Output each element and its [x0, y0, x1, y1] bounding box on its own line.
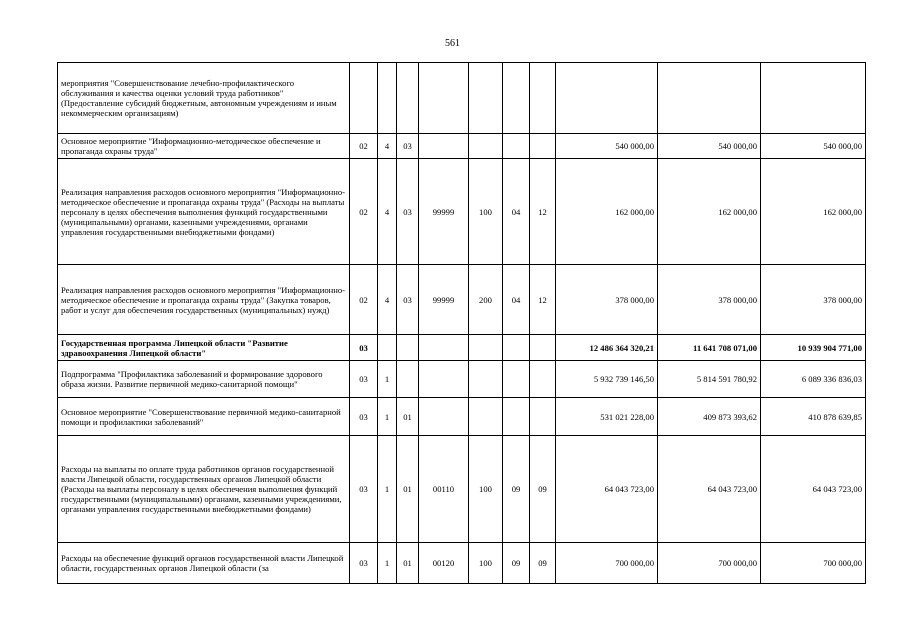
row-name-cell: Реализация направления расходов основного мероприятия "Информационно-методическое обеспечение и пропаганда охраны труда" (Расходы на выплаты персоналу в целях обеспечения выполнения функций государственными (муниципальными) органами, казенными учреждениями, органами управления государственными внебюджетными фондами) — [58, 159, 350, 265]
program-code-cell: 03 — [350, 398, 378, 436]
row-name-cell: Расходы на обеспечение функций органов государственной власти Липецкой области, государственных органов Липецкой области (за — [58, 543, 350, 584]
amount-year-1-cell — [556, 63, 658, 134]
amount-year-1-cell: 12 486 364 320,21 — [556, 335, 658, 361]
amount-year-1-cell: 700 000,00 — [556, 543, 658, 584]
subsection-cell — [530, 134, 556, 159]
program-code-cell: 03 — [350, 335, 378, 361]
subprogram-code-cell: 4 — [378, 134, 397, 159]
direction-code-cell — [419, 335, 469, 361]
table-row — [58, 398, 866, 436]
table-body — [58, 63, 866, 584]
expense-type-cell: 100 — [469, 436, 503, 543]
direction-code-cell: 99999 — [419, 265, 469, 335]
amount-year-2-cell: 700 000,00 — [658, 543, 761, 584]
amount-year-2-cell — [658, 63, 761, 134]
amount-year-3-cell — [761, 63, 866, 134]
direction-code-cell — [419, 361, 469, 398]
event-code-cell: 01 — [397, 398, 419, 436]
row-name-cell: Основное мероприятие "Информационно-методическое обеспечение и пропаганда охраны труда" — [58, 134, 350, 159]
subprogram-code-cell: 1 — [378, 361, 397, 398]
program-code-cell: 02 — [350, 159, 378, 265]
row-name-cell: Подпрограмма "Профилактика заболеваний и формирование здорового образа жизни. Развитие первичной медико-санитарной помощи" — [58, 361, 350, 398]
amount-year-1-cell: 531 021 228,00 — [556, 398, 658, 436]
subprogram-code-cell: 1 — [378, 543, 397, 584]
event-code-cell — [397, 361, 419, 398]
table-row — [58, 63, 866, 134]
direction-code-cell: 00110 — [419, 436, 469, 543]
row-name-cell: Основное мероприятие "Совершенствование первичной медико-санитарной помощи и профилактики заболеваний" — [58, 398, 350, 436]
table-row — [58, 436, 866, 543]
amount-year-1-cell: 5 932 739 146,50 — [556, 361, 658, 398]
amount-year-3-cell: 64 043 723,00 — [761, 436, 866, 543]
event-code-cell: 03 — [397, 134, 419, 159]
amount-year-3-cell: 6 089 336 836,03 — [761, 361, 866, 398]
subsection-cell — [530, 335, 556, 361]
section-cell: 04 — [503, 159, 530, 265]
expense-type-cell — [469, 335, 503, 361]
direction-code-cell — [419, 134, 469, 159]
expense-type-cell — [469, 134, 503, 159]
section-cell: 09 — [503, 436, 530, 543]
section-cell: 04 — [503, 265, 530, 335]
direction-code-cell: 99999 — [419, 159, 469, 265]
amount-year-2-cell: 11 641 708 071,00 — [658, 335, 761, 361]
section-cell — [503, 63, 530, 134]
subsection-cell — [530, 63, 556, 134]
subprogram-code-cell: 4 — [378, 265, 397, 335]
amount-year-1-cell: 162 000,00 — [556, 159, 658, 265]
amount-year-2-cell: 64 043 723,00 — [658, 436, 761, 543]
expense-type-cell: 100 — [469, 543, 503, 584]
subsection-cell — [530, 398, 556, 436]
subprogram-code-cell: 4 — [378, 159, 397, 265]
event-code-cell: 01 — [397, 543, 419, 584]
subprogram-code-cell — [378, 335, 397, 361]
subprogram-code-cell: 1 — [378, 436, 397, 543]
section-cell — [503, 134, 530, 159]
amount-year-1-cell: 64 043 723,00 — [556, 436, 658, 543]
program-code-cell: 03 — [350, 436, 378, 543]
expense-type-cell — [469, 398, 503, 436]
expense-type-cell: 200 — [469, 265, 503, 335]
event-code-cell — [397, 63, 419, 134]
direction-code-cell — [419, 398, 469, 436]
amount-year-2-cell: 540 000,00 — [658, 134, 761, 159]
program-code-cell: 03 — [350, 543, 378, 584]
subsection-cell: 12 — [530, 265, 556, 335]
table-row — [58, 361, 866, 398]
subsection-cell — [530, 361, 556, 398]
expense-type-cell — [469, 361, 503, 398]
direction-code-cell: 00120 — [419, 543, 469, 584]
amount-year-2-cell: 378 000,00 — [658, 265, 761, 335]
event-code-cell: 03 — [397, 159, 419, 265]
table-row — [58, 335, 866, 361]
event-code-cell: 03 — [397, 265, 419, 335]
table-row — [58, 265, 866, 335]
amount-year-1-cell: 378 000,00 — [556, 265, 658, 335]
row-name-cell: Реализация направления расходов основного мероприятия "Информационно-методическое обеспечение и пропаганда охраны труда" (Закупка товаров, работ и услуг для обеспечения государственных (муниципальных) нужд) — [58, 265, 350, 335]
amount-year-3-cell: 410 878 639,85 — [761, 398, 866, 436]
amount-year-2-cell: 162 000,00 — [658, 159, 761, 265]
section-cell — [503, 398, 530, 436]
expense-type-cell — [469, 63, 503, 134]
table-row — [58, 159, 866, 265]
table-row — [58, 134, 866, 159]
program-code-cell: 02 — [350, 134, 378, 159]
subprogram-code-cell — [378, 63, 397, 134]
subsection-cell: 09 — [530, 543, 556, 584]
budget-table — [57, 62, 866, 584]
subsection-cell: 09 — [530, 436, 556, 543]
amount-year-2-cell: 409 873 393,62 — [658, 398, 761, 436]
event-code-cell: 01 — [397, 436, 419, 543]
row-name-cell: Расходы на выплаты по оплате труда работников органов государственной власти Липецкой области, государственных органов Липецкой области (Расходы на выплаты персоналу в целях обеспечения выполнения функций государственными (муниципальными) органами, казенными учреждениями, органами управления государственными внебюджетными фондами) — [58, 436, 350, 543]
amount-year-3-cell: 540 000,00 — [761, 134, 866, 159]
amount-year-2-cell: 5 814 591 780,92 — [658, 361, 761, 398]
program-code-cell: 03 — [350, 361, 378, 398]
amount-year-3-cell: 10 939 904 771,00 — [761, 335, 866, 361]
row-name-cell: мероприятия "Совершенствование лечебно-профилактического обслуживания и качества оценки условий труда работников" (Предоставление субсидий бюджетным, автономным учреждениям и иным некоммерческим организациям) — [58, 63, 350, 134]
direction-code-cell — [419, 63, 469, 134]
event-code-cell — [397, 335, 419, 361]
subsection-cell: 12 — [530, 159, 556, 265]
amount-year-3-cell: 162 000,00 — [761, 159, 866, 265]
amount-year-3-cell: 700 000,00 — [761, 543, 866, 584]
section-cell: 09 — [503, 543, 530, 584]
section-cell — [503, 361, 530, 398]
amount-year-1-cell: 540 000,00 — [556, 134, 658, 159]
page-number: 561 — [445, 38, 460, 49]
amount-year-3-cell: 378 000,00 — [761, 265, 866, 335]
row-name-cell: Государственная программа Липецкой области "Развитие здравоохранения Липецкой области" — [58, 335, 350, 361]
section-cell — [503, 335, 530, 361]
table-row — [58, 543, 866, 584]
program-code-cell: 02 — [350, 265, 378, 335]
subprogram-code-cell: 1 — [378, 398, 397, 436]
program-code-cell — [350, 63, 378, 134]
expense-type-cell: 100 — [469, 159, 503, 265]
